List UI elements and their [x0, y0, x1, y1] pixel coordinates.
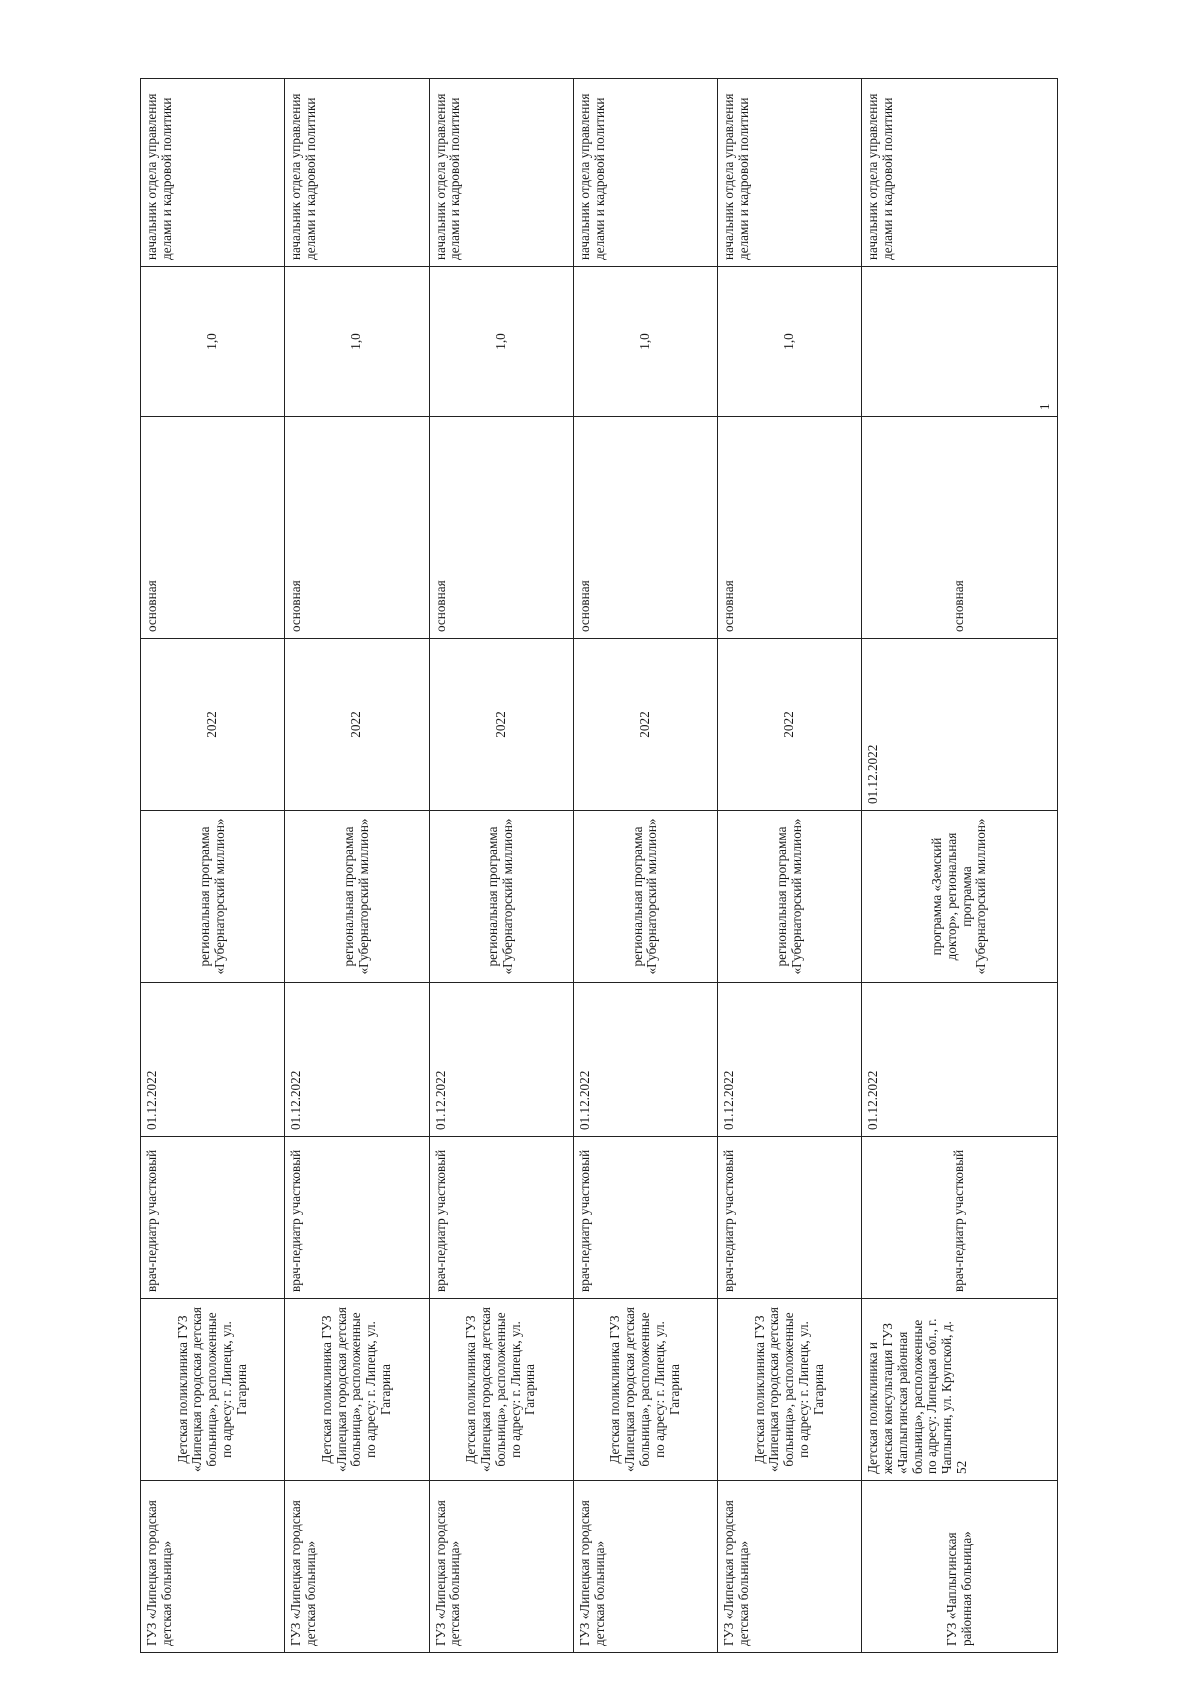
program-cell: региональная программа «Губернаторский миллион» — [429, 811, 573, 983]
table-row — [285, 79, 429, 1653]
responsible-cell: начальник отдела управления делами и кадровой политики — [718, 79, 862, 267]
program-cell: региональная программа «Губернаторский миллион» — [718, 811, 862, 983]
date-cell: 01.12.2022 — [141, 983, 285, 1137]
date-cell: 01.12.2022 — [718, 983, 862, 1137]
rotated-table-container — [140, 79, 1058, 1653]
type-cell: основная — [718, 417, 862, 639]
org-cell: ГУЗ «Липецкая городская детская больница» — [141, 1481, 285, 1653]
unit-cell: Детская поликлиника ГУЗ «Липецкая городская детская больница», расположенные по адресу: г. Липецк, ул. Гагарина — [573, 1299, 717, 1481]
unit-cell: Детская поликлиника ГУЗ «Липецкая городская детская больница», расположенные по адресу: г. Липецк, ул. Гагарина — [141, 1299, 285, 1481]
year-cell: 2022 — [429, 639, 573, 811]
unit-cell: Детская поликлиника ГУЗ «Липецкая городская детская больница», расположенные по адресу: г. Липецк, ул. Гагарина — [718, 1299, 862, 1481]
program-cell: региональная программа «Губернаторский миллион» — [573, 811, 717, 983]
position-cell: врач-педиатр участковый — [573, 1137, 717, 1299]
type-cell: основная — [573, 417, 717, 639]
responsible-cell: начальник отдела управления делами и кадровой политики — [573, 79, 717, 267]
date-cell: 01.12.2022 — [429, 983, 573, 1137]
date-cell: 01.12.2022 — [862, 983, 1058, 1137]
table-row — [573, 79, 717, 1653]
year-cell: 2022 — [285, 639, 429, 811]
date-cell: 01.12.2022 — [573, 983, 717, 1137]
rate-cell: 1,0 — [141, 267, 285, 417]
unit-cell: Детская поликлиника ГУЗ «Липецкая городская детская больница», расположенные по адресу: г. Липецк, ул. Гагарина — [429, 1299, 573, 1481]
responsible-cell: начальник отдела управления делами и кадровой политики — [285, 79, 429, 267]
org-cell: ГУЗ «Липецкая городская детская больница» — [573, 1481, 717, 1653]
org-cell: ГУЗ «Липецкая городская детская больница» — [285, 1481, 429, 1653]
year-cell: 2022 — [573, 639, 717, 811]
date-cell: 01.12.2022 — [285, 983, 429, 1137]
position-cell: врач-педиатр участковый — [429, 1137, 573, 1299]
position-cell: врач-педиатр участковый — [718, 1137, 862, 1299]
table-row — [718, 79, 862, 1653]
org-cell: ГУЗ «Чаплыгинская районная больница» — [862, 1481, 1058, 1653]
rate-cell: 1 — [862, 267, 1058, 417]
position-cell: врач-педиатр участковый — [862, 1137, 1058, 1299]
table-row — [862, 79, 1058, 1653]
program-cell: региональная программа «Губернаторский миллион» — [285, 811, 429, 983]
org-cell: ГУЗ «Липецкая городская детская больница» — [429, 1481, 573, 1653]
table-row — [141, 79, 285, 1653]
position-cell: врач-педиатр участковый — [285, 1137, 429, 1299]
rate-cell: 1,0 — [429, 267, 573, 417]
responsible-cell: начальник отдела управления делами и кадровой политики — [141, 79, 285, 267]
position-cell: врач-педиатр участковый — [141, 1137, 285, 1299]
responsible-cell: начальник отдела управления делами и кадровой политики — [429, 79, 573, 267]
rate-cell: 1,0 — [285, 267, 429, 417]
year-cell: 01.12.2022 — [862, 639, 1058, 811]
program-cell: региональная программа «Губернаторский миллион» — [141, 811, 285, 983]
responsible-cell: начальник отдела управления делами и кадровой политики — [862, 79, 1058, 267]
year-cell: 2022 — [141, 639, 285, 811]
unit-cell: Детская поликлиника и женская консультация ГУЗ «Чаплыгинская районная больница», расположенные по адресу: Липецкая обл., г. Чаплыгин, ул. Крупской, д. 52 — [862, 1299, 1058, 1481]
type-cell: основная — [141, 417, 285, 639]
type-cell: основная — [285, 417, 429, 639]
unit-cell: Детская поликлиника ГУЗ «Липецкая городская детская больница», расположенные по адресу: г. Липецк, ул. Гагарина — [285, 1299, 429, 1481]
type-cell: основная — [862, 417, 1058, 639]
rate-cell: 1,0 — [573, 267, 717, 417]
type-cell: основная — [429, 417, 573, 639]
org-cell: ГУЗ «Липецкая городская детская больница» — [718, 1481, 862, 1653]
table-row — [429, 79, 573, 1653]
rate-cell: 1,0 — [718, 267, 862, 417]
program-cell: программа «Земский доктор», региональная программа «Губернаторский миллион» — [862, 811, 1058, 983]
year-cell: 2022 — [718, 639, 862, 811]
vacancy-table — [140, 78, 1058, 1653]
